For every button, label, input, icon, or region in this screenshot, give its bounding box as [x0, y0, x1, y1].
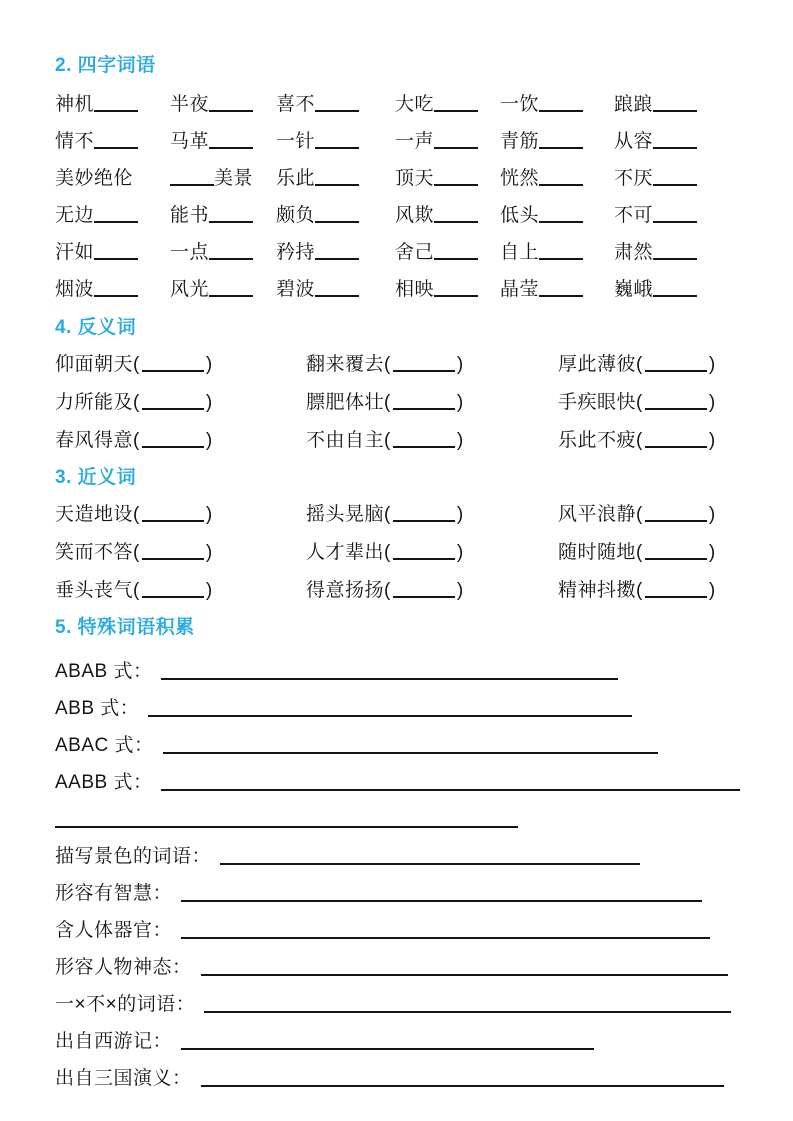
blank-line [209, 245, 253, 260]
blank-line [94, 208, 138, 223]
phrase-text: 膘肥体壮 [306, 392, 385, 413]
word-item [500, 123, 614, 160]
close-paren: ) [456, 392, 464, 413]
word-item [614, 160, 745, 197]
word-item [614, 123, 745, 160]
word-item [395, 86, 500, 123]
close-paren: ) [456, 430, 464, 451]
form-label: 一×不×的词语： [55, 994, 196, 1015]
close-paren: ) [205, 392, 213, 413]
word-item [170, 234, 276, 271]
word-text: 自上 [500, 242, 540, 263]
open-paren: ( [636, 354, 643, 375]
form-label: 含人体器官： [55, 920, 173, 941]
close-paren: ) [456, 354, 464, 375]
word-item [500, 197, 614, 234]
answer-blank [142, 583, 204, 598]
synonym-grid [55, 496, 745, 610]
open-paren: ( [133, 542, 140, 563]
word-item [170, 123, 276, 160]
close-paren: ) [456, 504, 464, 525]
blank-line [653, 134, 697, 149]
antonym-item [558, 422, 745, 460]
blank-line [539, 134, 583, 149]
word-item [614, 271, 745, 308]
blank-line [539, 208, 583, 223]
answer-blank [645, 357, 707, 372]
form-row [55, 870, 745, 907]
blank-line [434, 97, 478, 112]
open-paren: ( [384, 504, 391, 525]
answer-line [161, 789, 740, 791]
answer-blank [393, 583, 455, 598]
word-text: 肃然 [614, 242, 654, 263]
word-item [170, 197, 276, 234]
blank-line [315, 245, 359, 260]
word-text: 无边 [55, 205, 95, 226]
phrase-text: 厚此薄彼 [558, 354, 637, 375]
word-text: 大吃 [395, 94, 435, 115]
antonym-item [306, 346, 558, 384]
close-paren: ) [708, 392, 716, 413]
word-item [55, 86, 170, 123]
blank-line [653, 97, 697, 112]
close-paren: ) [708, 430, 716, 451]
word-item [55, 234, 170, 271]
word-item [55, 271, 170, 308]
form-row [55, 685, 745, 722]
close-paren: ) [708, 354, 716, 375]
open-paren: ( [636, 430, 643, 451]
form-row [55, 722, 745, 759]
section-title-special-words: 5. 特殊词语积累 [55, 617, 195, 638]
open-paren: ( [636, 392, 643, 413]
answer-line [201, 974, 728, 976]
blank-line [653, 208, 697, 223]
word-item [276, 160, 395, 197]
open-paren: ( [384, 392, 391, 413]
word-text: 踉踉 [614, 94, 654, 115]
answer-blank [645, 507, 707, 522]
open-paren: ( [133, 354, 140, 375]
section-title-antonyms: 4. 反义词 [55, 317, 137, 338]
blank-line [209, 208, 253, 223]
special-words-form [55, 648, 745, 1092]
antonym-item [55, 346, 306, 384]
close-paren: ) [456, 580, 464, 601]
word-item [500, 86, 614, 123]
answer-line [204, 1011, 731, 1013]
word-item [500, 160, 614, 197]
word-text: 一点 [170, 242, 210, 263]
word-item [395, 160, 500, 197]
form-row [55, 759, 745, 796]
open-paren: ( [133, 392, 140, 413]
antonym-item [55, 384, 306, 422]
word-item [395, 234, 500, 271]
word-text: 乐此 [276, 168, 316, 189]
blank-line [315, 282, 359, 297]
form-row-continuation [55, 796, 745, 833]
form-row [55, 1055, 745, 1092]
close-paren: ) [205, 504, 213, 525]
word-item [276, 197, 395, 234]
answer-blank [142, 357, 204, 372]
answer-blank [393, 357, 455, 372]
word-text: 美景 [214, 168, 254, 189]
blank-line [94, 134, 138, 149]
section-title-synonyms: 3. 近义词 [55, 467, 137, 488]
phrase-text: 仰面朝天 [55, 354, 134, 375]
form-row [55, 981, 745, 1018]
synonym-item [306, 534, 558, 572]
close-paren: ) [456, 542, 464, 563]
form-row [55, 944, 745, 981]
antonym-item [55, 422, 306, 460]
open-paren: ( [384, 542, 391, 563]
phrase-text: 得意扬扬 [306, 580, 385, 601]
word-item [170, 86, 276, 123]
close-paren: ) [205, 430, 213, 451]
synonym-item [558, 534, 745, 572]
form-row [55, 907, 745, 944]
word-text: 风光 [170, 279, 210, 300]
synonym-item [306, 572, 558, 610]
word-item [395, 197, 500, 234]
open-paren: ( [384, 430, 391, 451]
answer-line [181, 1048, 594, 1050]
close-paren: ) [708, 542, 716, 563]
word-text: 从容 [614, 131, 654, 152]
synonym-item [55, 534, 306, 572]
form-label: ABAC 式： [55, 735, 154, 756]
blank-line [315, 208, 359, 223]
answer-line [55, 826, 518, 828]
answer-blank [645, 395, 707, 410]
word-text: 神机 [55, 94, 95, 115]
synonym-item [55, 496, 306, 534]
answer-line [181, 937, 710, 939]
answer-blank [393, 433, 455, 448]
antonym-grid [55, 346, 745, 460]
answer-line [163, 752, 658, 754]
close-paren: ) [205, 542, 213, 563]
close-paren: ) [708, 580, 716, 601]
blank-line [209, 134, 253, 149]
open-paren: ( [384, 354, 391, 375]
word-text: 不可 [614, 205, 654, 226]
word-text: 美妙绝伦 [55, 168, 134, 189]
blank-line [434, 171, 478, 186]
blank-line [653, 171, 697, 186]
blank-line [539, 282, 583, 297]
blank-line [94, 282, 138, 297]
word-text: 青筋 [500, 131, 540, 152]
blank-line [434, 134, 478, 149]
phrase-text: 不由自主 [306, 430, 385, 451]
form-row [55, 648, 745, 685]
answer-blank [142, 507, 204, 522]
word-item [276, 271, 395, 308]
phrase-text: 手疾眼快 [558, 392, 637, 413]
blank-line [434, 282, 478, 297]
word-text: 恍然 [500, 168, 540, 189]
blank-line [653, 245, 697, 260]
answer-line [148, 715, 632, 717]
antonym-item [306, 384, 558, 422]
word-item [276, 234, 395, 271]
word-item [500, 271, 614, 308]
word-text: 一针 [276, 131, 316, 152]
section-title-four-char-words: 2. 四字词语 [55, 55, 156, 76]
form-label: 出自西游记： [55, 1031, 173, 1052]
answer-blank [645, 545, 707, 560]
open-paren: ( [133, 504, 140, 525]
answer-blank [393, 395, 455, 410]
word-text: 喜不 [276, 94, 316, 115]
word-text: 一声 [395, 131, 435, 152]
blank-line [539, 97, 583, 112]
word-item [614, 197, 745, 234]
answer-blank [142, 545, 204, 560]
phrase-text: 精神抖擞 [558, 580, 637, 601]
answer-blank [393, 507, 455, 522]
answer-blank [142, 433, 204, 448]
phrase-text: 垂头丧气 [55, 580, 134, 601]
blank-line [434, 208, 478, 223]
synonym-item [558, 572, 745, 610]
word-text: 风欺 [395, 205, 435, 226]
antonym-item [558, 384, 745, 422]
word-text: 低头 [500, 205, 540, 226]
phrase-text: 人才辈出 [306, 542, 385, 563]
form-label: AABB 式： [55, 772, 153, 793]
open-paren: ( [384, 580, 391, 601]
word-text: 晶莹 [500, 279, 540, 300]
open-paren: ( [636, 580, 643, 601]
word-item [55, 197, 170, 234]
word-item [500, 234, 614, 271]
word-item [55, 123, 170, 160]
answer-line [181, 900, 702, 902]
word-text: 能书 [170, 205, 210, 226]
word-text: 情不 [55, 131, 95, 152]
word-text: 马革 [170, 131, 210, 152]
open-paren: ( [133, 580, 140, 601]
blank-line [170, 171, 214, 186]
word-text: 半夜 [170, 94, 210, 115]
answer-blank [393, 545, 455, 560]
form-label: 形容有智慧： [55, 883, 173, 904]
blank-line [539, 171, 583, 186]
blank-line [209, 282, 253, 297]
phrase-text: 力所能及 [55, 392, 134, 413]
phrase-text: 随时随地 [558, 542, 637, 563]
antonym-item [306, 422, 558, 460]
word-text: 矜持 [276, 242, 316, 263]
synonym-item [558, 496, 745, 534]
word-item [614, 234, 745, 271]
word-item [276, 86, 395, 123]
word-text: 烟波 [55, 279, 95, 300]
phrase-text: 乐此不疲 [558, 430, 637, 451]
word-text: 巍峨 [614, 279, 654, 300]
phrase-text: 翻来覆去 [306, 354, 385, 375]
form-label: 形容人物神态： [55, 957, 192, 978]
form-row [55, 833, 745, 870]
word-text: 舍己 [395, 242, 435, 263]
synonym-item [55, 572, 306, 610]
blank-line [315, 171, 359, 186]
phrase-text: 春风得意 [55, 430, 134, 451]
synonym-item [306, 496, 558, 534]
close-paren: ) [708, 504, 716, 525]
answer-line [161, 678, 618, 680]
close-paren: ) [205, 354, 213, 375]
form-label: ABB 式： [55, 698, 140, 719]
word-item [276, 123, 395, 160]
answer-blank [142, 395, 204, 410]
open-paren: ( [636, 542, 643, 563]
word-text: 碧波 [276, 279, 316, 300]
word-item [395, 123, 500, 160]
word-text: 不厌 [614, 168, 654, 189]
blank-line [653, 282, 697, 297]
word-text: 顶天 [395, 168, 435, 189]
open-paren: ( [636, 504, 643, 525]
blank-line [94, 97, 138, 112]
word-grid [55, 86, 745, 308]
word-text: 颇负 [276, 205, 316, 226]
close-paren: ) [205, 580, 213, 601]
word-item [55, 160, 170, 197]
answer-blank [645, 433, 707, 448]
word-item [395, 271, 500, 308]
antonym-item [558, 346, 745, 384]
blank-line [315, 134, 359, 149]
phrase-text: 摇头晃脑 [306, 504, 385, 525]
phrase-text: 风平浪静 [558, 504, 637, 525]
form-row [55, 1018, 745, 1055]
word-text: 相映 [395, 279, 435, 300]
answer-line [201, 1085, 724, 1087]
word-text: 汗如 [55, 242, 95, 263]
open-paren: ( [133, 430, 140, 451]
phrase-text: 天造地设 [55, 504, 134, 525]
form-label: ABAB 式： [55, 661, 153, 682]
blank-line [94, 245, 138, 260]
word-text: 一饮 [500, 94, 540, 115]
phrase-text: 笑而不答 [55, 542, 134, 563]
blank-line [315, 97, 359, 112]
word-item [170, 160, 276, 197]
word-item [614, 86, 745, 123]
form-label: 出自三国演义： [55, 1068, 192, 1089]
answer-blank [645, 583, 707, 598]
blank-line [209, 97, 253, 112]
answer-line [220, 863, 640, 865]
word-item [170, 271, 276, 308]
blank-line [434, 245, 478, 260]
form-label: 描写景色的词语： [55, 846, 212, 867]
blank-line [539, 245, 583, 260]
